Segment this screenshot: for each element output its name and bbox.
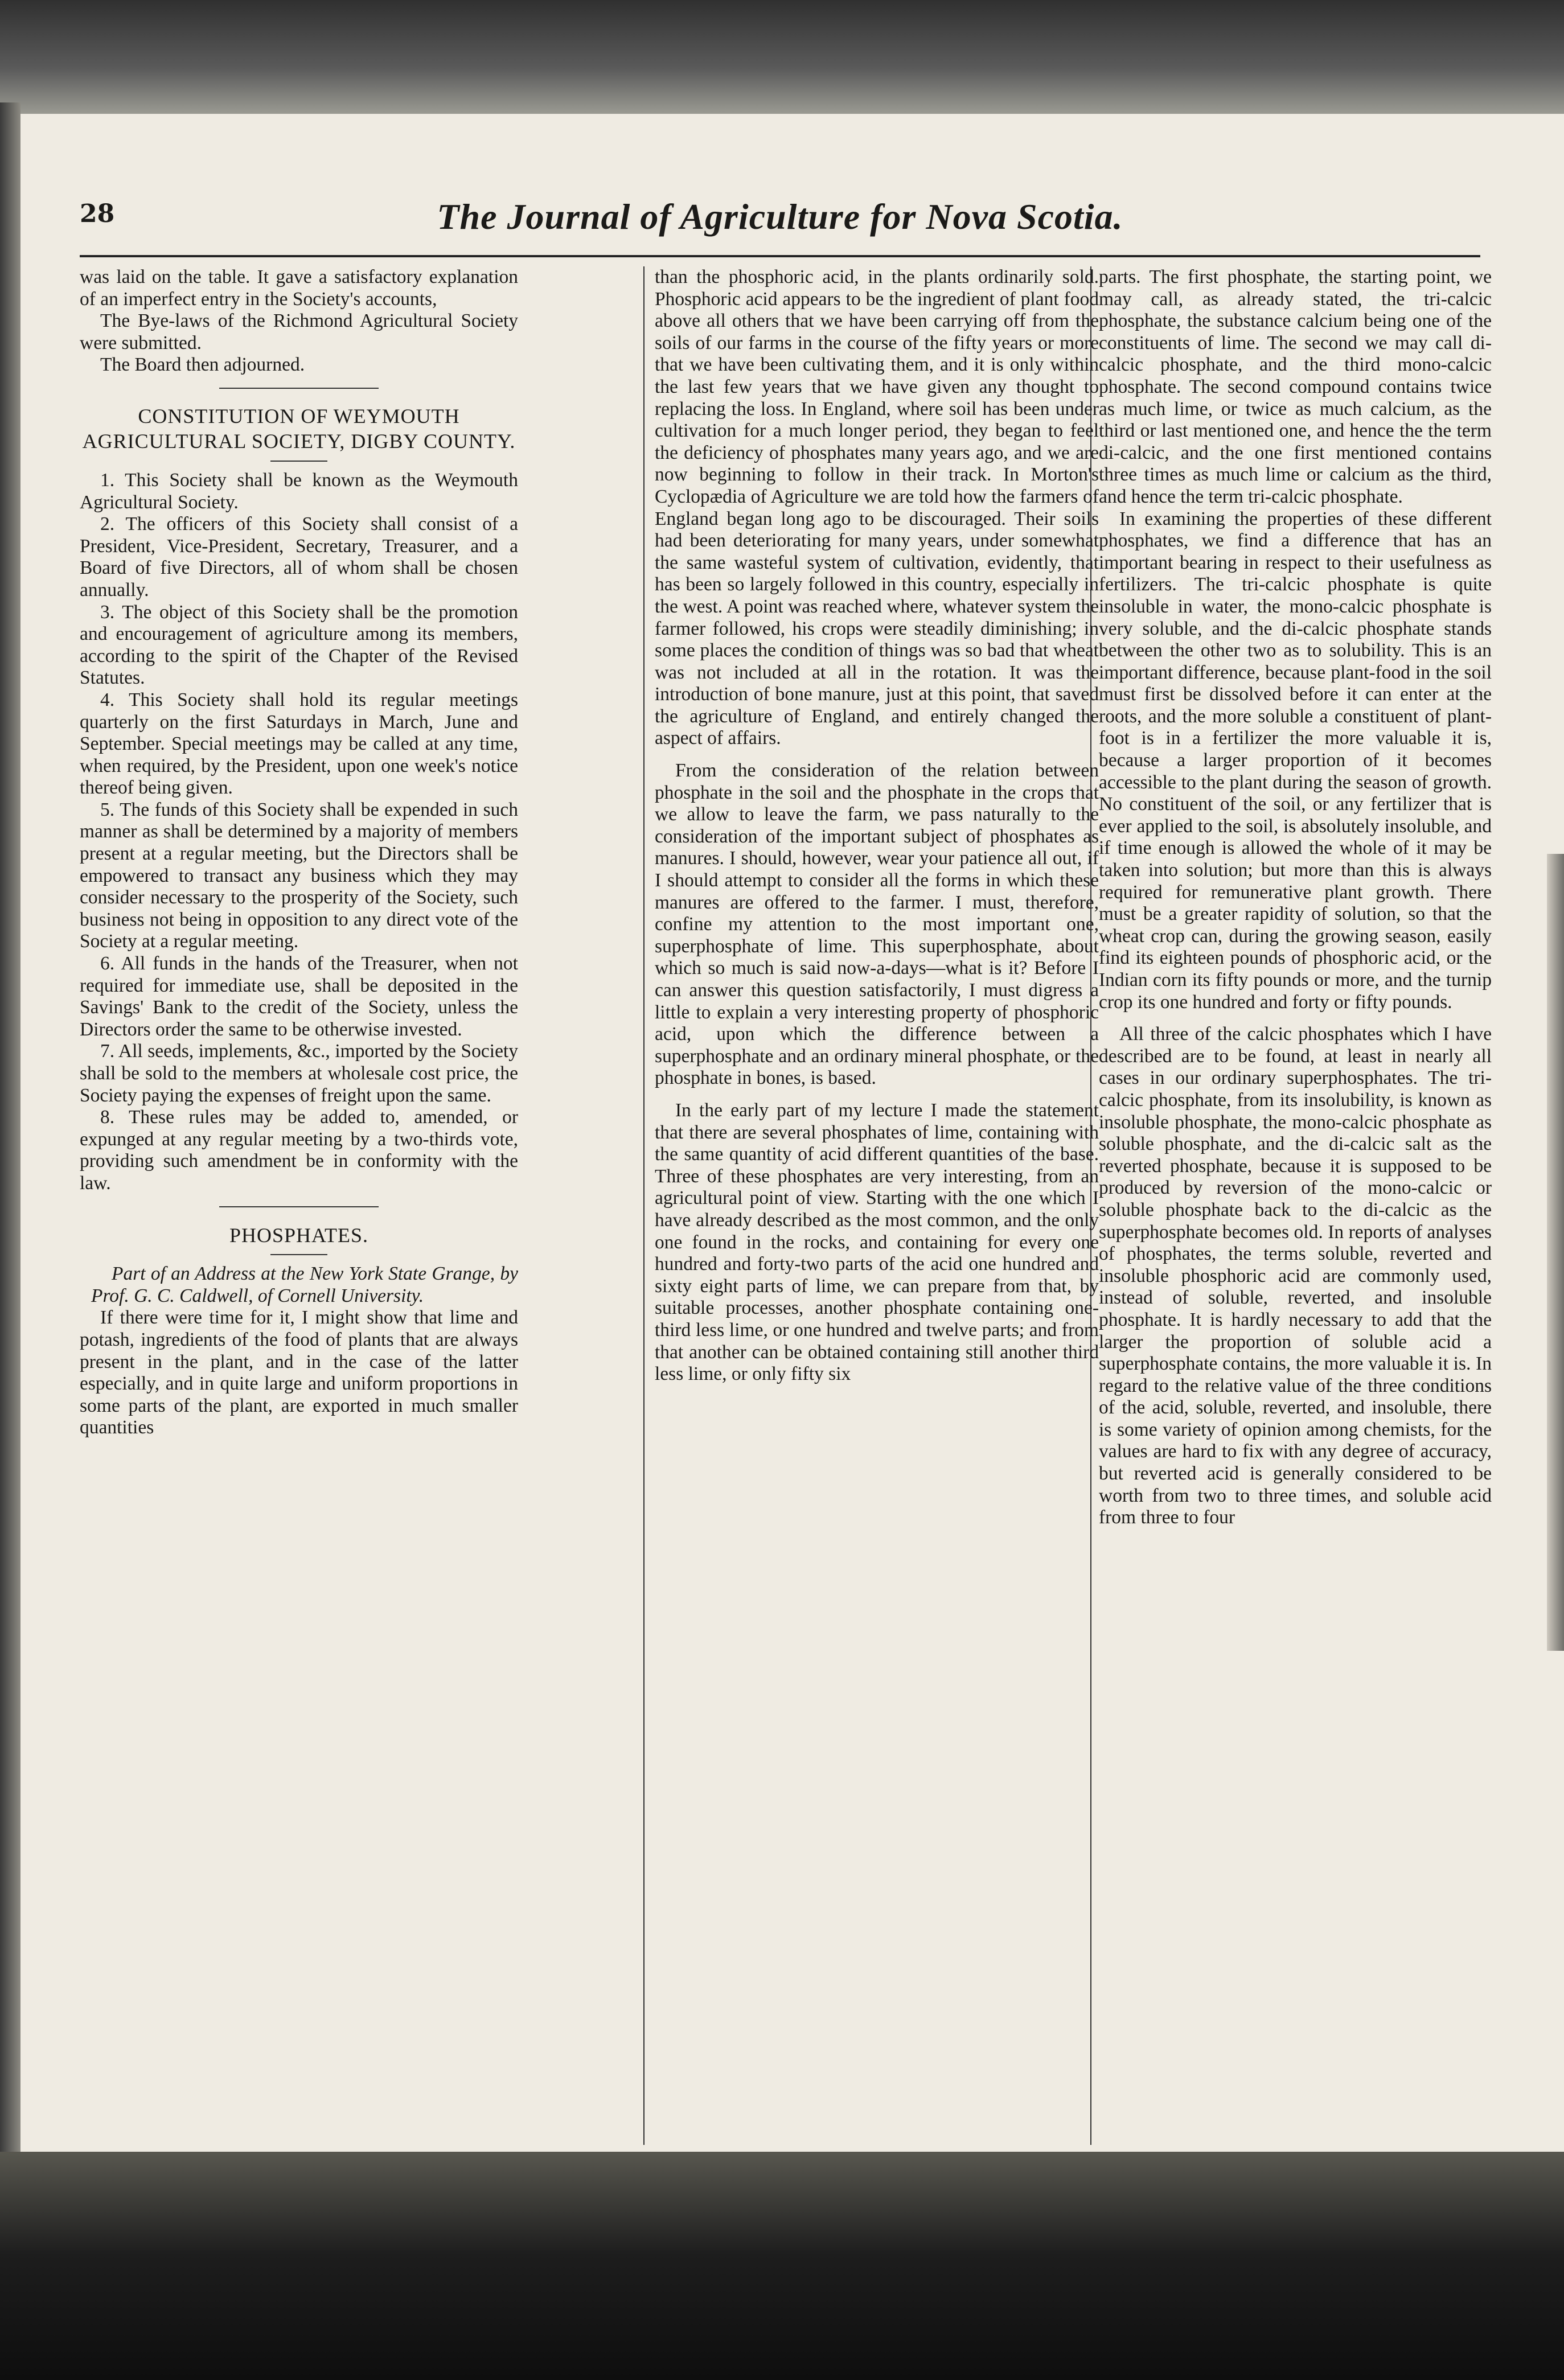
rule-item: 1. This Society shall be known as the Weymouth Agricultural Society. bbox=[80, 469, 518, 513]
rule-item: 8. These rules may be added to, amended, or expunged at any regular meeting by a two-thirds vote, providing such amendment be in conformity with the law. bbox=[80, 1107, 518, 1194]
rule-item: 3. The object of this Society shall be the promotion and encouragement of agriculture among its members, according to the spirit of the Chapter of the Revised Statutes. bbox=[80, 601, 518, 689]
paragraph: was laid on the table. It gave a satisfactory explanation of an imperfect entry in the Society's accounts, bbox=[80, 266, 518, 310]
paragraph: parts. The first phosphate, the starting point, we may call, as already stated, the tri-calcic phosphate, the substance calcium being one of the constituents of lime. The second we may call di-calcic phosphate, and the third mono-calcic phosphate. The second compound contains twice as much lime, or twice as much calcium, as the third or last mentioned one, and hence the the term di-calcic, and the one first mentioned contains three times as much lime or calcium as the third, and hence the term tri-calcic phosphate. bbox=[1099, 266, 1492, 507]
scan-border-left bbox=[0, 102, 20, 2380]
rule-item: 6. All funds in the hands of the Treasurer, when not required for immediate use, shall be deposited in the Savings' Bank to the credit of the Society, unless the Directors order the same to be otherwise invested. bbox=[80, 953, 518, 1040]
section-divider bbox=[219, 1206, 379, 1207]
rule-item: 5. The funds of this Society shall be expended in such manner as shall be determined by a majority of members present at a regular meeting, but the Directors shall be empowered to transact any business which they may consider necessary to the prosperity of the Society, such business not being in opposition to any direct vote of the Society at a regular meeting. bbox=[80, 799, 518, 952]
rule-item: 4. This Society shall hold its regular meetings quarterly on the first Saturdays in March, June and September. Special meetings may be called at any time, when required, by the President, upon one week's notice thereof being given. bbox=[80, 689, 518, 799]
scan-border-bottom bbox=[0, 2152, 1564, 2380]
rule-item: 7. All seeds, implements, &c., imported by the Society shall be sold to the members at wholesale cost price, the Society paying the expenses of freight upon the same. bbox=[80, 1041, 518, 1106]
paragraph: In examining the properties of these different phosphates, we find a difference that has an important bearing in respect to their usefulness as fertilizers. The tri-calcic phosphate is quite insoluble in water, the mono-calcic phosphate is very soluble, and the di-calcic phosphate stands between the other two as to solubility. This is an important difference, because plant-food in the soil must first be dissolved before it can enter at the roots, and the more soluble a constituent of plant-foot is in a fertilizer the more valuable it is, because a larger proportion of it becomes accessible to the plant during the season of growth. No constituent of the soil, or any fertilizer that is ever applied to the soil, is absolutely insoluble, and if time enough is allowed the whole of it may be taken into solution; but more than this is always required for remunerative plant growth. There must be a greater rapidity of solution, so that the wheat crop can, during the growing season, easily find its eighteen pounds of phosphoric acid, or the Indian corn its fifty pounds or more, and the turnip crop its one hundred and forty or fifty pounds. bbox=[1099, 508, 1492, 1013]
paragraph: If there were time for it, I might show that lime and potash, ingredients of the food of plants that are always present in the plant, and in the case of the latter especially, and in quite large and uniform proportions in some parts of the plant, are exported in much smaller quantities bbox=[80, 1307, 518, 1438]
scan-border-right bbox=[1547, 854, 1564, 1651]
column-divider bbox=[643, 266, 645, 2145]
page-header bbox=[80, 188, 1480, 250]
scan-border-top bbox=[0, 0, 1564, 114]
section-divider bbox=[219, 388, 379, 389]
column-3 bbox=[1099, 266, 1492, 2145]
column-1 bbox=[80, 266, 518, 2145]
section-divider bbox=[270, 1254, 327, 1255]
paragraph: The Bye-laws of the Richmond Agricultural Society were submitted. bbox=[80, 310, 518, 353]
paragraph: In the early part of my lecture I made the statement that there are several phosphates of lime, containing with the same quantity of acid different quantities of the base. Three of these phosphates are very interesting, from an agricultural point of view. Starting with the one which I have already described as the most common, and the only one found in the rocks, and containing for every one hundred and forty-two parts of the acid one hundred and sixty eight parts of lime, we can prepare from that, by suitable processes, another phosphate containing one-third less lime, or one hundred and twelve parts; and from that another can be obtained containing still another third less lime, or only fifty six bbox=[655, 1099, 1099, 1385]
paragraph: The Board then adjourned. bbox=[100, 354, 305, 376]
section-heading-phosphates: PHOSPHATES. bbox=[229, 1223, 369, 1247]
paragraph: than the phosphoric acid, in the plants ordinarily sold. Phosphoric acid appears to be the ingredient of plant food above all others that we have been carrying off from the soils of our farms in the course of the fifty years or more that we have been cultivating them, and it is only within the last few years that we have given any thought to replacing the loss. In England, where soil has been under cultivation for a much longer period, they began to feel the deficiency of phosphates many years ago, and we are now beginning to follow in their track. In Morton's Cyclopædia of Agriculture we are told how the farmers of England began long ago to be discouraged. Their soils had been deteriorating for many years, under somewhat the same wasteful system of cultivation, evidently, that has been so largely followed in this country, especially in the west. A point was reached where, whatever system the farmer followed, his crops were steadily diminishing; in some places the condition of things was so bad that wheat was not included at all in the rotation. It was the introduction of bone manure, just at this point, that saved the agriculture of England, and entirely changed the aspect of affairs. bbox=[655, 266, 1099, 749]
header-rule bbox=[80, 255, 1480, 257]
paragraph: All three of the calcic phosphates which I have described are to be found, at least in nearly all cases in our ordinary superphosphates. The tri-calcic phosphate, from its insolubility, is known as insoluble phosphate, the mono-calcic phosphate as soluble phosphate, and the di-calcic salt as the reverted phosphate, because it is supposed to be produced by reversion of the mono-calcic or soluble phosphate back to the di-calcic as the superphosphate becomes old. In reports of analyses of phosphates, the terms soluble, reverted and insoluble phosphoric acid are commonly used, instead of soluble, reverted, and insoluble phosphate. It is hardly necessary to add that the larger the proportion of soluble acid a superphosphate contains, the more valuable it is. In regard to the relative value of the three conditions of the acid, soluble, reverted, and insoluble, there is some variety of opinion among chemists, for the values are hard to fix with any degree of accuracy, but reverted acid is generally considered to be worth from two to three times, and soluble acid from three to four bbox=[1099, 1023, 1492, 1528]
section-heading-constitution: CONSTITUTION OF WEYMOUTH AGRICULTURAL SOCIETY, DIGBY COUNTY. bbox=[82, 404, 516, 453]
section-divider bbox=[270, 461, 327, 462]
column-2 bbox=[655, 266, 1099, 2145]
paragraph: From the consideration of the relation between phosphate in the soil and the phosphate in the crops that we allow to leave the farm, we pass naturally to the consideration of the important subject of phosphates as manures. I should, however, wear your patience all out, if I should attempt to consider all the forms in which these manures are offered to the farmer. I must, therefore, confine my attention to the most important one, superphosphate of lime. This superphosphate, about which so much is said now-a-days—what is it? Before I can answer this question satisfactorily, I must digress a little to explain a very interesting property of phosphoric acid, upon which the difference between a superphosphate and an ordinary mineral phosphate, or the phosphate in bones, is based. bbox=[655, 760, 1099, 1089]
rule-item: 2. The officers of this Society shall consist of a President, Vice-President, Secretary, Treasurer, and a Board of five Directors, all of whom shall be chosen annually. bbox=[80, 513, 518, 601]
article-byline: Part of an Address at the New York State Grange, by Prof. G. C. Caldwell, of Cornell University. bbox=[91, 1263, 518, 1306]
journal-title: The Journal of Agriculture for Nova Scotia. bbox=[437, 196, 1123, 237]
page-number: 28 bbox=[80, 199, 115, 228]
